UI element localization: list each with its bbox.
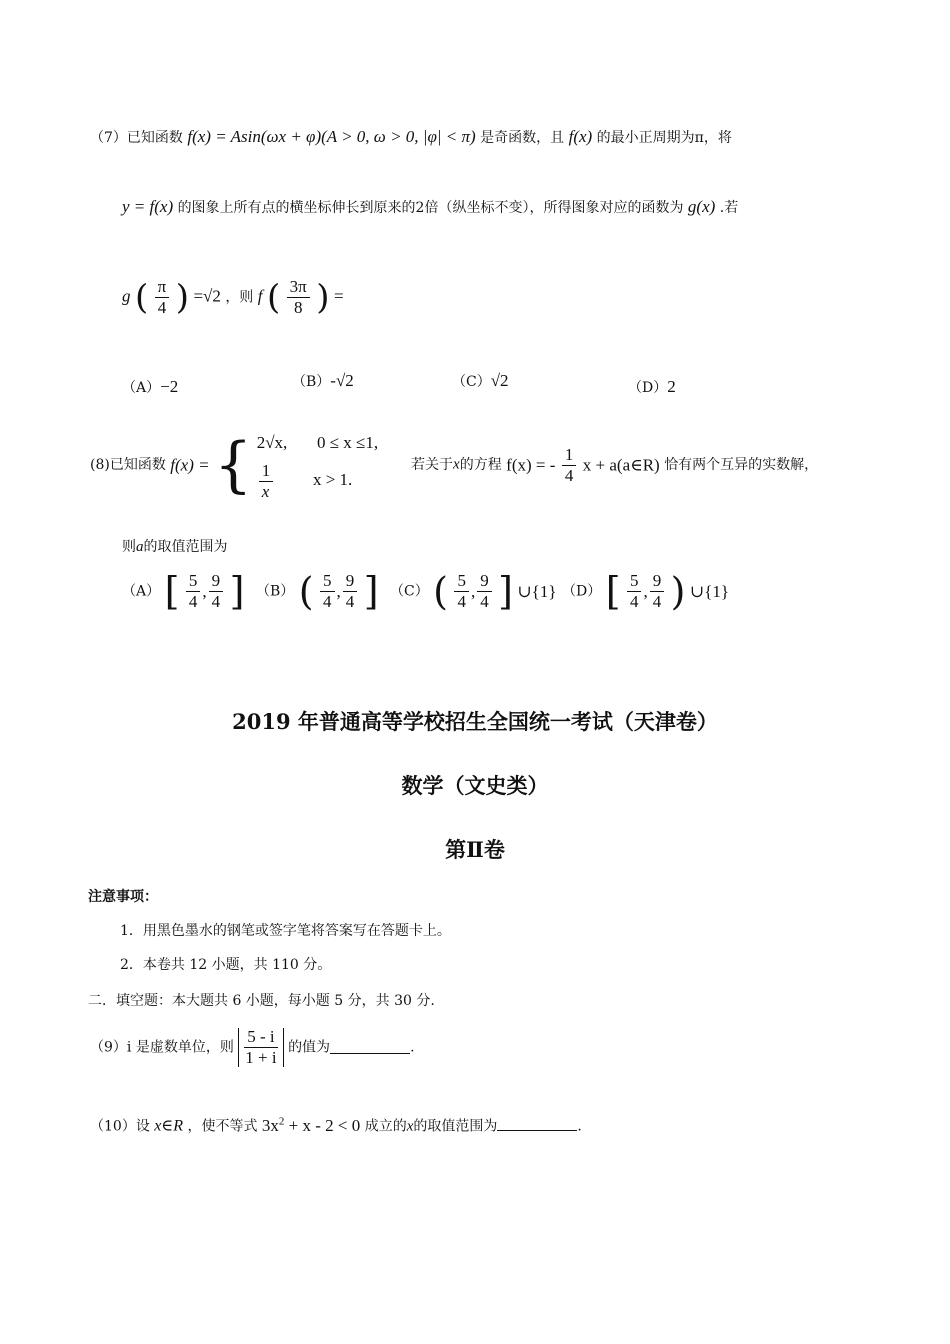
- q8-eq-fraction: [562, 446, 577, 485]
- subject-title: 数学（文史类）: [401, 773, 549, 798]
- option-value: -√2: [330, 371, 354, 390]
- q8-case1: [257, 428, 378, 458]
- option-label: （D）: [562, 583, 602, 600]
- q8-case2-fraction: [259, 462, 307, 501]
- q7-f-den: 8: [293, 297, 303, 317]
- section2-heading: 二．填空题：本大题共 6 小题，每小题 5 分，共 30 分.: [88, 993, 435, 1009]
- q9-number: （9）i 是虚数单位，则: [90, 1039, 234, 1056]
- q8-case2-den: x: [261, 481, 270, 501]
- option-value: 2: [667, 377, 676, 396]
- frac-den: 4: [457, 591, 466, 611]
- q7-option-b: [292, 372, 354, 389]
- q8-case2-num: 1: [259, 462, 274, 482]
- q9-line: [90, 1028, 415, 1067]
- q8-option-d: [562, 569, 730, 614]
- q8-equation-of: 的方程: [459, 457, 502, 473]
- q8-x-var: x: [453, 456, 460, 473]
- option-fraction: [650, 572, 665, 611]
- q8-func-head: f(x) =: [170, 455, 210, 475]
- right-bracket-icon: ): [670, 569, 686, 614]
- right-bracket-icon: ]: [498, 569, 513, 614]
- option-fraction: [320, 572, 335, 611]
- frac-num: 5: [320, 572, 335, 592]
- option-fraction: [343, 572, 358, 611]
- q9-abs-value: [238, 1028, 283, 1067]
- option-value: √2: [490, 371, 509, 390]
- right-paren-icon: ): [175, 277, 189, 318]
- q9-num-expr: 5 - i: [244, 1028, 277, 1048]
- q8-eq-num: 1: [562, 446, 577, 466]
- q7-fx: f(x): [568, 127, 593, 146]
- q10-suffix-a: 成立的: [364, 1118, 407, 1135]
- comma: ,: [643, 581, 648, 601]
- q9-suffix: 的值为: [288, 1039, 331, 1056]
- q10-line: [90, 1116, 582, 1135]
- q10-answer-blank[interactable]: [497, 1118, 577, 1131]
- q10-suffix-b: 的取值范围为: [413, 1118, 498, 1135]
- q8-line2: [122, 540, 228, 555]
- left-paren-icon: (: [134, 277, 149, 318]
- q10-cond: x∈R: [154, 1117, 183, 1135]
- notes-heading: 注意事项：: [88, 889, 158, 905]
- q7-odd-text: 是奇函数，且: [480, 130, 565, 146]
- q8-a-var: a: [136, 539, 144, 555]
- q7-f-fraction: [287, 278, 310, 317]
- left-bracket-icon: [: [164, 569, 180, 614]
- q8-case2-cond: x > 1.: [312, 470, 353, 489]
- left-bracket-icon: (: [298, 569, 314, 614]
- q10-x-var: x: [406, 1118, 414, 1135]
- q7-option-d: [628, 378, 676, 395]
- q7-transform-text: 的图象上所有点的横坐标伸长到原来的2倍（纵坐标不变），所得图象对应的函数为: [177, 200, 684, 216]
- q7-f-label: f: [257, 286, 263, 306]
- q9-answer-blank[interactable]: [330, 1041, 410, 1054]
- option-label: （A）: [122, 380, 161, 396]
- frac-num: 9: [343, 572, 358, 592]
- frac-num: 5: [627, 572, 642, 592]
- notes-item-1: 1．用黑色墨水的钢笔或签字笔将答案写在答题卡上。: [120, 923, 451, 939]
- q9-fraction: [242, 1028, 279, 1067]
- q9-den-expr: 1 + i: [245, 1047, 277, 1067]
- left-paren-icon: (: [266, 277, 281, 318]
- frac-den: 4: [188, 591, 198, 611]
- q8-option-c: [390, 569, 557, 614]
- q10-ineq-a: 3x: [261, 1115, 279, 1135]
- q7-g-fraction: [155, 278, 170, 317]
- q8-equation: f(x) = -: [506, 455, 556, 475]
- option-label: （A）: [122, 583, 161, 600]
- q8-range-suffix: 的取值范围为: [143, 539, 228, 555]
- q8-range-prefix: 则: [122, 539, 136, 555]
- q8-about: 若关于: [411, 457, 454, 473]
- q7-option-a: [122, 378, 178, 395]
- q8-case2: [257, 458, 378, 502]
- q7-g-den: 4: [157, 297, 167, 317]
- frac-num: 9: [650, 572, 665, 592]
- frac-num: 9: [209, 572, 224, 592]
- q7-line2: [122, 198, 738, 215]
- left-bracket-icon: (: [433, 569, 448, 614]
- notes-item-2: 2．本卷共 12 小题，共 110 分。: [120, 957, 332, 973]
- option-value: −2: [160, 377, 179, 396]
- q10-end: .: [577, 1118, 582, 1135]
- q7-eq: =: [333, 286, 344, 306]
- option-fraction: [186, 572, 201, 611]
- frac-num: 9: [477, 572, 492, 592]
- q7-line3: [122, 278, 344, 317]
- q8-case1-cond: 0 ≤ x ≤1,: [316, 433, 379, 452]
- q8-option-a: [122, 569, 245, 614]
- option-label: （C）: [452, 374, 491, 390]
- comma: ,: [336, 581, 341, 601]
- option-extra: ∪{1}: [517, 581, 557, 601]
- option-fraction: [209, 572, 224, 611]
- q7-if-text: .若: [719, 200, 739, 216]
- q7-then: ，则: [225, 289, 254, 306]
- q8-option-b: [256, 569, 379, 614]
- frac-num: 5: [186, 572, 201, 592]
- frac-den: 4: [480, 591, 489, 611]
- q7-number: （7）已知函数: [90, 130, 183, 146]
- q10-ineq-b: + x - 2 < 0: [284, 1115, 361, 1135]
- q8-number: (8)已知函数: [90, 457, 166, 473]
- option-fraction: [477, 572, 492, 611]
- q7-function-def: f(x) = Asin(ωx + φ)(A > 0, ω > 0, |φ| < π): [187, 127, 476, 146]
- q8-case1-expr: 2√x,: [256, 433, 288, 452]
- comma: ,: [470, 581, 476, 601]
- option-label: （D）: [628, 380, 668, 396]
- right-bracket-icon: ]: [363, 569, 379, 614]
- frac-den: 4: [323, 591, 332, 611]
- right-bracket-icon: ]: [229, 569, 245, 614]
- left-brace-icon: {: [214, 430, 253, 500]
- q10-inequality: [262, 1116, 360, 1135]
- q7-g-num: π: [155, 278, 170, 298]
- frac-den: 4: [211, 591, 221, 611]
- frac-num: 5: [454, 572, 469, 592]
- q7-eq-sqrt2: =√2: [193, 286, 221, 306]
- q8-line1: [90, 428, 818, 502]
- frac-den: 4: [345, 591, 355, 611]
- q9-end: .: [410, 1039, 415, 1056]
- q10-mid: ，使不等式: [187, 1118, 258, 1135]
- q7-y-eq: y = f(x): [122, 197, 174, 216]
- q8-two-roots: 恰有两个互异的实数解，: [664, 457, 819, 473]
- frac-den: 4: [629, 591, 639, 611]
- option-label: （C）: [390, 583, 429, 600]
- q7-gx: g(x): [687, 197, 716, 216]
- q7-option-c: [452, 372, 509, 389]
- q8-piecewise: [257, 428, 378, 502]
- comma: ,: [202, 581, 207, 601]
- option-label: （B）: [256, 583, 295, 600]
- q10-number: （10）设: [90, 1118, 150, 1135]
- exam-title: 2019 年普通高等学校招生全国统一考试（天津卷）: [232, 709, 718, 734]
- option-extra: ∪{1}: [689, 581, 730, 601]
- frac-den: 4: [652, 591, 662, 611]
- volume-title: 第Ⅱ卷: [445, 837, 505, 862]
- right-paren-icon: ): [316, 277, 330, 318]
- q8-eq-rest: x + a(a∈R): [582, 455, 660, 475]
- q7-f-num: 3π: [287, 278, 310, 298]
- q7-period-text: 的最小正周期为π，将: [596, 130, 732, 146]
- option-label: （B）: [292, 374, 331, 390]
- q7-line1: [90, 128, 732, 145]
- left-bracket-icon: [: [605, 569, 621, 614]
- option-fraction: [454, 572, 469, 611]
- q10-ineq-sup: 2: [278, 1115, 285, 1127]
- q8-eq-den: 4: [564, 465, 574, 485]
- q7-g-label: g: [122, 286, 131, 306]
- option-fraction: [627, 572, 642, 611]
